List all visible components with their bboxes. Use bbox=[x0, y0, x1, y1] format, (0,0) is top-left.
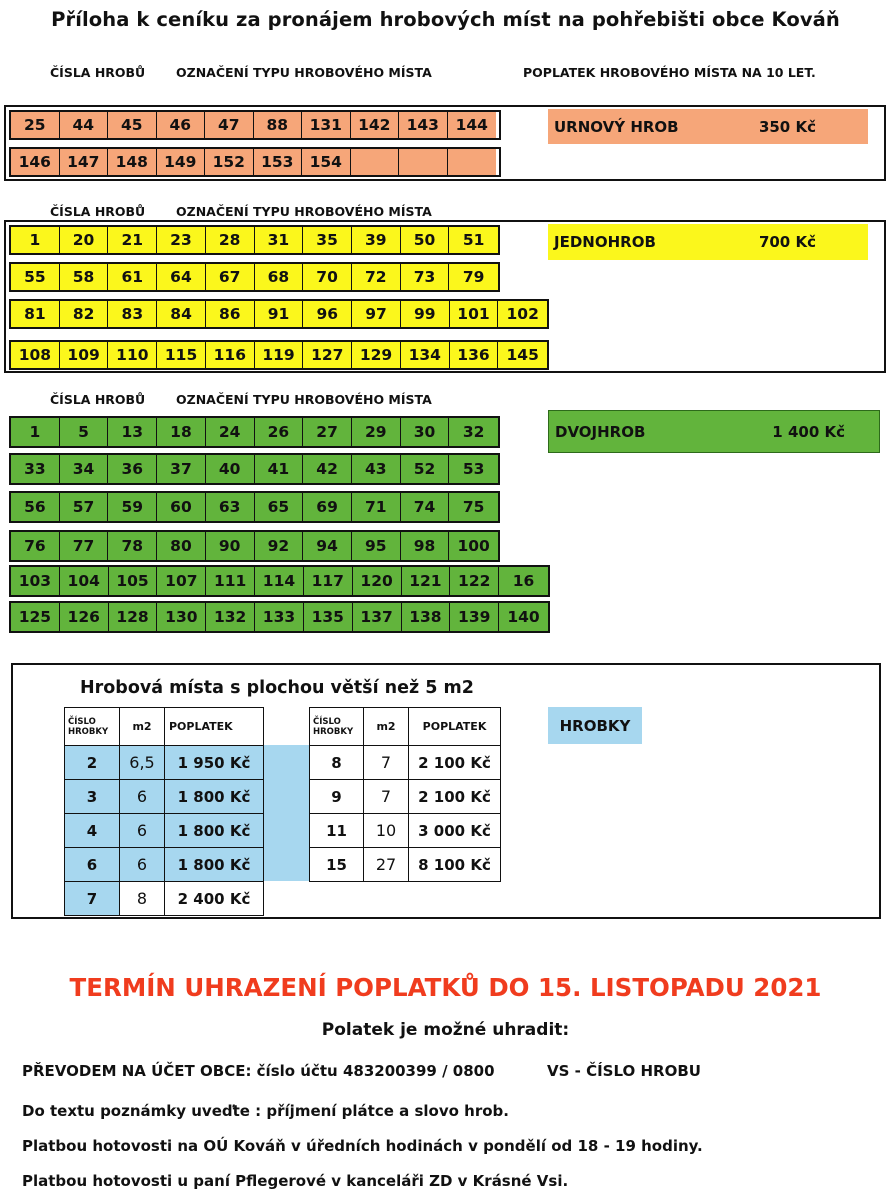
grave-number: 32 bbox=[449, 418, 498, 446]
grave-type-name: DVOJHROB bbox=[555, 422, 646, 441]
grave-number: 44 bbox=[60, 112, 109, 138]
grave-number: 41 bbox=[255, 455, 304, 483]
grave-number: 97 bbox=[352, 301, 401, 327]
grave-number: 110 bbox=[108, 342, 157, 368]
grave-number: 34 bbox=[60, 455, 109, 483]
grave-number: 134 bbox=[401, 342, 450, 368]
grave-number: 90 bbox=[206, 532, 255, 560]
grave-number: 63 bbox=[206, 493, 255, 521]
grave-number: 23 bbox=[157, 227, 206, 253]
cell-poplatek: 1 800 Kč bbox=[165, 780, 264, 814]
grave-number: 13 bbox=[108, 418, 157, 446]
jednohrob-row-2 bbox=[9, 262, 500, 292]
urnovy-row-2 bbox=[9, 147, 501, 177]
grave-number bbox=[351, 149, 400, 175]
column-header-m2: m2 bbox=[120, 708, 165, 746]
cell-m2: 6 bbox=[120, 848, 165, 882]
grave-number: 98 bbox=[401, 532, 450, 560]
urnovy-label bbox=[548, 109, 868, 144]
grave-number: 61 bbox=[108, 264, 157, 290]
grave-number: 131 bbox=[302, 112, 351, 138]
grave-number: 138 bbox=[402, 603, 451, 631]
grave-number: 30 bbox=[401, 418, 450, 446]
column-header-cislo: ČÍSLO HROBKY bbox=[310, 708, 364, 746]
grave-number: 117 bbox=[304, 567, 353, 595]
grave-type-price: 700 Kč bbox=[758, 233, 816, 251]
grave-number bbox=[448, 149, 497, 175]
grave-number: 69 bbox=[303, 493, 352, 521]
grave-number: 20 bbox=[60, 227, 109, 253]
payment-heading: Polatek je možné uhradit: bbox=[321, 1020, 570, 1040]
cell-m2: 7 bbox=[364, 780, 409, 814]
jednohrob-row-1 bbox=[9, 225, 500, 255]
cell-poplatek: 1 800 Kč bbox=[165, 848, 264, 882]
grave-number: 95 bbox=[352, 532, 401, 560]
cell-cislo: 8 bbox=[310, 746, 364, 780]
grave-number: 143 bbox=[399, 112, 448, 138]
grave-number: 40 bbox=[206, 455, 255, 483]
grave-number: 1 bbox=[11, 227, 60, 253]
grave-number: 86 bbox=[206, 301, 255, 327]
grave-number: 101 bbox=[450, 301, 499, 327]
grave-number: 129 bbox=[352, 342, 401, 368]
payment-cash-zd: Platbou hotovosti u paní Pflegerové v kanceláři ZD v Krásné Vsi. bbox=[22, 1172, 569, 1190]
cell-poplatek: 2 100 Kč bbox=[409, 746, 501, 780]
grave-number: 144 bbox=[448, 112, 497, 138]
grave-number: 142 bbox=[351, 112, 400, 138]
header-oznaceni: OZNAČENÍ TYPU HROBOVÉHO MÍSTA bbox=[176, 204, 432, 219]
hrobky-heading: Hrobová místa s plochou větší než 5 m2 bbox=[80, 678, 474, 698]
grave-number: 115 bbox=[157, 342, 206, 368]
grave-number: 153 bbox=[254, 149, 303, 175]
grave-number: 136 bbox=[450, 342, 499, 368]
grave-number: 37 bbox=[157, 455, 206, 483]
grave-number: 76 bbox=[11, 532, 60, 560]
grave-number: 1 bbox=[11, 418, 60, 446]
column-header-poplatek: POPLATEK bbox=[409, 708, 501, 746]
grave-number: 137 bbox=[353, 603, 402, 631]
grave-number: 119 bbox=[255, 342, 304, 368]
grave-number: 55 bbox=[11, 264, 60, 290]
grave-number: 108 bbox=[11, 342, 60, 368]
grave-number: 109 bbox=[60, 342, 109, 368]
cell-m2: 10 bbox=[364, 814, 409, 848]
dvojhrob-label bbox=[548, 410, 880, 453]
grave-number: 145 bbox=[498, 342, 547, 368]
cell-m2: 6 bbox=[120, 780, 165, 814]
grave-number: 5 bbox=[60, 418, 109, 446]
grave-number: 102 bbox=[498, 301, 547, 327]
grave-number: 39 bbox=[352, 227, 401, 253]
header-poplatek: POPLATEK HROBOVÉHO MÍSTA NA 10 LET. bbox=[523, 65, 816, 80]
blue-strip bbox=[264, 745, 309, 881]
grave-number: 104 bbox=[60, 567, 109, 595]
grave-number: 70 bbox=[303, 264, 352, 290]
grave-number: 25 bbox=[11, 112, 60, 138]
grave-number: 99 bbox=[401, 301, 450, 327]
grave-number: 51 bbox=[449, 227, 498, 253]
grave-number: 122 bbox=[450, 567, 499, 595]
grave-number: 84 bbox=[157, 301, 206, 327]
cell-poplatek: 2 100 Kč bbox=[409, 780, 501, 814]
hrobky-table-left bbox=[64, 707, 264, 916]
grave-number: 64 bbox=[157, 264, 206, 290]
grave-number: 128 bbox=[109, 603, 158, 631]
grave-number: 133 bbox=[255, 603, 304, 631]
cell-poplatek: 3 000 Kč bbox=[409, 814, 501, 848]
grave-number: 24 bbox=[206, 418, 255, 446]
grave-number: 67 bbox=[206, 264, 255, 290]
grave-number: 88 bbox=[254, 112, 303, 138]
page-title: Příloha k ceníku za pronájem hrobových míst na pohřebišti obce Kováň bbox=[51, 8, 840, 31]
grave-number: 73 bbox=[401, 264, 450, 290]
cell-poplatek: 2 400 Kč bbox=[165, 882, 264, 916]
jednohrob-row-3 bbox=[9, 299, 549, 329]
grave-number: 130 bbox=[157, 603, 206, 631]
column-header-m2: m2 bbox=[364, 708, 409, 746]
grave-number: 116 bbox=[206, 342, 255, 368]
cell-m2: 27 bbox=[364, 848, 409, 882]
header-cisla-hrobu: ČÍSLA HROBŮ bbox=[50, 204, 146, 219]
grave-number: 83 bbox=[108, 301, 157, 327]
grave-number: 68 bbox=[255, 264, 304, 290]
grave-number: 60 bbox=[157, 493, 206, 521]
grave-number: 52 bbox=[401, 455, 450, 483]
grave-number: 100 bbox=[449, 532, 498, 560]
grave-number: 149 bbox=[157, 149, 206, 175]
header-cisla-hrobu: ČÍSLA HROBŮ bbox=[50, 392, 146, 407]
grave-number: 120 bbox=[353, 567, 402, 595]
cell-cislo: 7 bbox=[65, 882, 120, 916]
payment-transfer: PŘEVODEM NA ÚČET OBCE: číslo účtu 483200399 / 0800 bbox=[22, 1062, 495, 1080]
header-oznaceni: OZNAČENÍ TYPU HROBOVÉHO MÍSTA bbox=[176, 65, 432, 80]
grave-number: 125 bbox=[11, 603, 60, 631]
grave-number: 146 bbox=[11, 149, 60, 175]
column-header-poplatek: POPLATEK bbox=[165, 708, 264, 746]
dvojhrob-row-3 bbox=[9, 491, 500, 523]
grave-number: 135 bbox=[304, 603, 353, 631]
cell-m2: 8 bbox=[120, 882, 165, 916]
grave-type-name: JEDNOHROB bbox=[554, 233, 656, 251]
grave-number: 46 bbox=[157, 112, 206, 138]
grave-number: 42 bbox=[303, 455, 352, 483]
dvojhrob-row-1 bbox=[9, 416, 500, 448]
grave-number: 94 bbox=[303, 532, 352, 560]
column-header-cislo: ČÍSLO HROBKY bbox=[65, 708, 120, 746]
grave-number: 114 bbox=[255, 567, 304, 595]
header-oznaceni: OZNAČENÍ TYPU HROBOVÉHO MÍSTA bbox=[176, 392, 432, 407]
grave-number: 47 bbox=[205, 112, 254, 138]
grave-type-price: 1 400 Kč bbox=[772, 422, 845, 441]
cell-cislo: 3 bbox=[65, 780, 120, 814]
grave-number: 140 bbox=[499, 603, 548, 631]
grave-number: 96 bbox=[303, 301, 352, 327]
payment-vs: VS - ČÍSLO HROBU bbox=[547, 1062, 701, 1080]
grave-number: 71 bbox=[352, 493, 401, 521]
grave-number: 21 bbox=[108, 227, 157, 253]
cell-cislo: 9 bbox=[310, 780, 364, 814]
grave-number: 57 bbox=[60, 493, 109, 521]
cell-cislo: 4 bbox=[65, 814, 120, 848]
payment-cash-ou: Platbou hotovosti na OÚ Kováň v úředních hodinách v pondělí od 18 - 19 hodiny. bbox=[22, 1137, 703, 1155]
grave-number: 148 bbox=[108, 149, 157, 175]
grave-number: 81 bbox=[11, 301, 60, 327]
grave-number: 75 bbox=[449, 493, 498, 521]
grave-number: 36 bbox=[108, 455, 157, 483]
grave-number: 58 bbox=[60, 264, 109, 290]
grave-number: 105 bbox=[109, 567, 158, 595]
cell-poplatek: 1 800 Kč bbox=[165, 814, 264, 848]
grave-number: 132 bbox=[206, 603, 255, 631]
grave-number: 82 bbox=[60, 301, 109, 327]
grave-number: 43 bbox=[352, 455, 401, 483]
grave-number: 154 bbox=[302, 149, 351, 175]
grave-number: 126 bbox=[60, 603, 109, 631]
grave-number: 28 bbox=[206, 227, 255, 253]
grave-number: 79 bbox=[449, 264, 498, 290]
payment-note: Do textu poznámky uveďte : příjmení plátce a slovo hrob. bbox=[22, 1102, 509, 1120]
grave-number: 139 bbox=[450, 603, 499, 631]
grave-number: 26 bbox=[255, 418, 304, 446]
grave-number: 107 bbox=[157, 567, 206, 595]
grave-number: 127 bbox=[303, 342, 352, 368]
cell-cislo: 15 bbox=[310, 848, 364, 882]
grave-number: 92 bbox=[255, 532, 304, 560]
dvojhrob-row-5 bbox=[9, 565, 550, 597]
grave-number: 103 bbox=[11, 567, 60, 595]
grave-number: 121 bbox=[402, 567, 451, 595]
grave-number bbox=[399, 149, 448, 175]
grave-number: 147 bbox=[60, 149, 109, 175]
grave-number: 91 bbox=[255, 301, 304, 327]
grave-number: 77 bbox=[60, 532, 109, 560]
payment-deadline: TERMÍN UHRAZENÍ POPLATKŮ DO 15. LISTOPADU 2021 bbox=[69, 973, 822, 1002]
grave-number: 74 bbox=[401, 493, 450, 521]
grave-number: 35 bbox=[303, 227, 352, 253]
grave-number: 59 bbox=[108, 493, 157, 521]
cell-cislo: 11 bbox=[310, 814, 364, 848]
grave-number: 50 bbox=[401, 227, 450, 253]
grave-number: 33 bbox=[11, 455, 60, 483]
grave-type-price: 350 Kč bbox=[758, 117, 816, 136]
grave-number: 31 bbox=[255, 227, 304, 253]
grave-number: 16 bbox=[499, 567, 548, 595]
cell-m2: 7 bbox=[364, 746, 409, 780]
cell-m2: 6 bbox=[120, 814, 165, 848]
grave-number: 53 bbox=[449, 455, 498, 483]
cell-poplatek: 8 100 Kč bbox=[409, 848, 501, 882]
grave-number: 18 bbox=[157, 418, 206, 446]
cell-cislo: 6 bbox=[65, 848, 120, 882]
grave-number: 111 bbox=[206, 567, 255, 595]
dvojhrob-row-2 bbox=[9, 453, 500, 485]
grave-number: 65 bbox=[255, 493, 304, 521]
cell-poplatek: 1 950 Kč bbox=[165, 746, 264, 780]
grave-number: 152 bbox=[205, 149, 254, 175]
grave-number: 56 bbox=[11, 493, 60, 521]
grave-number: 78 bbox=[108, 532, 157, 560]
grave-type-name: URNOVÝ HROB bbox=[554, 117, 679, 136]
grave-number: 72 bbox=[352, 264, 401, 290]
jednohrob-row-4 bbox=[9, 340, 549, 370]
grave-number: 29 bbox=[352, 418, 401, 446]
urnovy-row-1 bbox=[9, 110, 501, 140]
dvojhrob-row-4 bbox=[9, 530, 500, 562]
jednohrob-label bbox=[548, 224, 868, 260]
header-cisla-hrobu: ČÍSLA HROBŮ bbox=[50, 65, 146, 80]
cell-cislo: 2 bbox=[65, 746, 120, 780]
grave-number: 80 bbox=[157, 532, 206, 560]
hrobky-label: HROBKY bbox=[548, 707, 642, 744]
grave-number: 45 bbox=[108, 112, 157, 138]
cell-m2: 6,5 bbox=[120, 746, 165, 780]
grave-number: 27 bbox=[303, 418, 352, 446]
hrobky-table-right bbox=[309, 707, 501, 882]
dvojhrob-row-6 bbox=[9, 601, 550, 633]
